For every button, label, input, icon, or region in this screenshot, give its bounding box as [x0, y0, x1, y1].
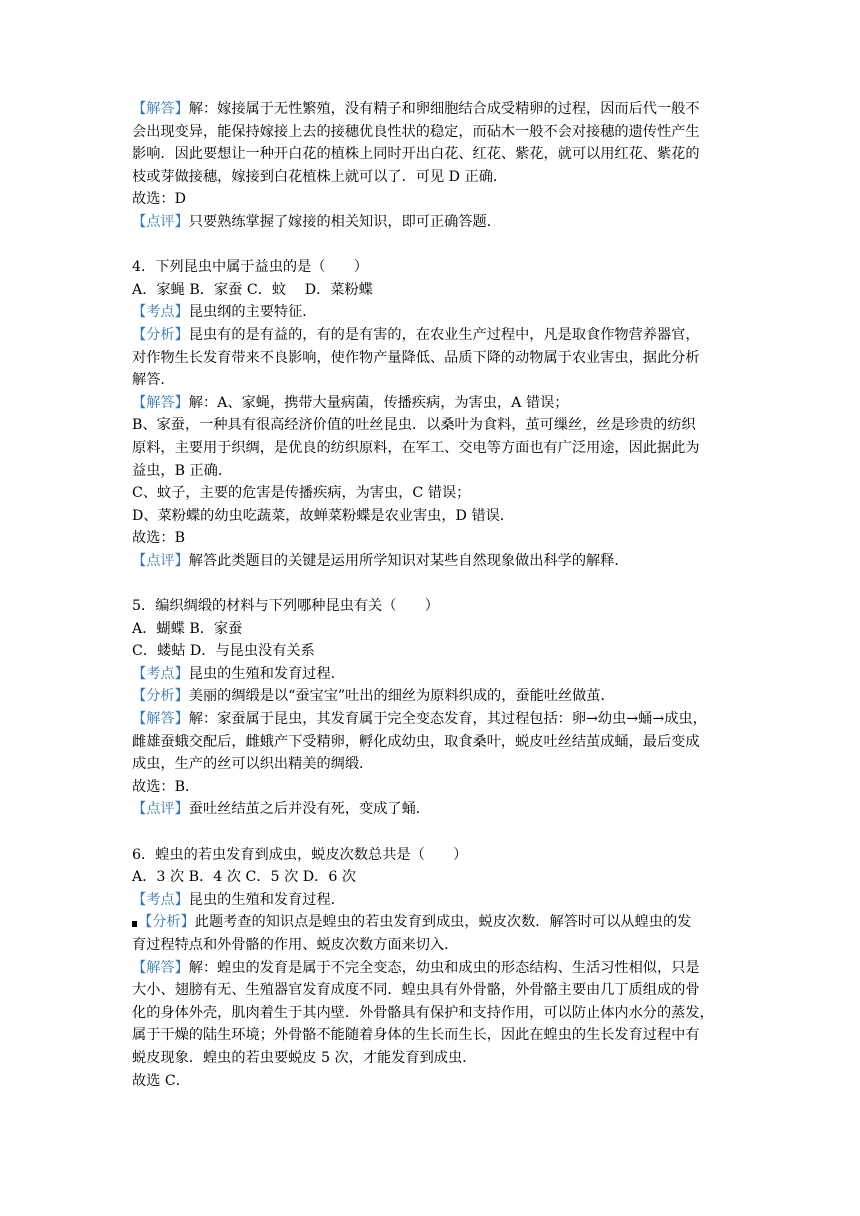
q5-choice: 故选：B． [132, 778, 200, 795]
q4-point: 【考点】昆虫纲的主要特征． [132, 304, 317, 321]
analysis-tag: 【分析】 [132, 326, 189, 343]
q6-answer-line: 大小、翅膀有无、生殖器官发育成度不同．蝗虫具有外骨骼，外骨骼主要由几丁质组成的骨 [132, 982, 700, 999]
analysis-tag: 【分析】 [138, 914, 195, 931]
q6-answer-line: 蜕皮现象．蝗虫的若虫要蜕皮 5 次，才能发育到成虫． [132, 1049, 477, 1066]
point-tag: 【考点】 [132, 891, 189, 908]
q5-options: C．蝼蛄 D．与昆虫没有关系 [132, 643, 315, 660]
q6-question: 6．蝗虫的若虫发育到成虫，蜕皮次数总共是（ ） [132, 846, 468, 863]
q4-choice: 故选：B [132, 530, 185, 547]
q5-answer-line: 雌雄蚕蛾交配后，雌蛾产下受精卵，孵化成幼虫，取食桑叶，蜕皮吐丝结茧成蛹，最后变成 [132, 733, 700, 750]
q5-answer-line: 【解答】解：家蚕属于昆虫，其发育属于完全变态发育，其过程包括：卵→幼虫→蛹→成虫， [132, 711, 707, 728]
q4-review: 【点评】解答此类题目的关键是运用所学知识对某些自然现象做出科学的解释． [132, 552, 629, 569]
q3-answer-line: 枝或芽做接穗，嫁接到白花植株上就可以了．可见 D 正确． [132, 168, 508, 185]
anchor-mark-icon [132, 921, 137, 927]
q4-options: A．家蝇 B．家蚕 C．蚊 D．菜粉蝶 [132, 281, 373, 298]
q5-question: 5．编织绸缎的材料与下列哪种昆虫有关（ ） [132, 598, 439, 615]
q4-answer-line: 【解答】解：A、家蝇，携带大量病菌，传播疾病，为害虫，A 错误； [132, 394, 569, 411]
review-tag: 【点评】 [132, 801, 189, 818]
q6-analysis-line: 【分析】此题考查的知识点是蝗虫的若虫发育到成虫，蜕皮次数．解答时可以从蝗虫的发 [132, 911, 732, 934]
answer-tag: 【解答】 [132, 959, 189, 976]
q4-answer-line: 益虫，B 正确． [132, 462, 233, 479]
q6-answer-line: 属于干燥的陆生环境；外骨骼不能随着身体的生长而生长，因此在蝗虫的生长发育过程中有 [132, 1027, 700, 1044]
q5-point: 【考点】昆虫的生殖和发育过程． [132, 665, 345, 682]
q6-choice: 故选 C． [132, 1072, 190, 1089]
q4-analysis-line: 解答． [132, 372, 175, 389]
q4-answer-line: 原料，主要用于织绸，是优良的纺织原料，在军工、交电等方面也有广泛用途，因此据此为 [132, 439, 700, 456]
analysis-tag: 【分析】 [132, 688, 189, 705]
q3-answer-line: 影响．因此要想让一种开白花的植株上同时开出白花、红花、紫花，就可以用红花、紫花的 [132, 146, 700, 163]
q6-analysis-line: 育过程特点和外骨骼的作用、蜕皮次数方面来切入． [132, 936, 459, 953]
q4-answer-line: C、蚊子，主要的危害是传播疾病，为害虫，C 错误； [132, 485, 471, 502]
q5-analysis: 【分析】美丽的绸缎是以“蚕宝宝”吐出的细丝为原料织成的，蚕能吐丝做茧． [132, 688, 615, 705]
q4-analysis-line: 【分析】昆虫有的是有益的，有的是有害的，在农业生产过程中，凡是取食作物营养器官， [132, 326, 700, 343]
q4-question: 4．下列昆虫中属于益虫的是（ ） [132, 259, 369, 276]
q4-answer-line: B、家蚕，一种具有很高经济价值的吐丝昆虫．以桑叶为食料，茧可缫丝，丝是珍贵的纺织 [132, 417, 696, 434]
review-tag: 【点评】 [132, 213, 189, 230]
review-tag: 【点评】 [132, 552, 189, 569]
q6-options: A．3 次 B．4 次 C．5 次 D．6 次 [132, 869, 357, 886]
q6-point: 【考点】昆虫的生殖和发育过程． [132, 891, 345, 908]
q4-answer-line: D、菜粉蝶的幼虫吃蔬菜，故蝉菜粉蝶是农业害虫，D 错误． [132, 507, 514, 524]
q6-answer-line: 化的身体外壳，肌肉着生于其内壁．外骨骼具有保护和支持作用，可以防止体内水分的蒸发， [132, 1004, 714, 1021]
q5-answer-line: 成虫，生产的丝可以织出精美的绸缎． [132, 756, 374, 773]
document-page [132, 98, 732, 1092]
q5-options: A．蝴蝶 B．家蚕 [132, 620, 243, 637]
q3-answer-line: 会出现变异，能保持嫁接上去的接穗优良性状的稳定，而砧木一般不会对接穗的遗传性产生 [132, 123, 700, 140]
answer-tag: 【解答】 [132, 101, 189, 117]
point-tag: 【考点】 [132, 665, 189, 682]
point-tag: 【考点】 [132, 304, 189, 321]
q4-analysis-line: 对作物生长发育带来不良影响，使作物产量降低、品质下降的动物属于农业害虫，据此分析 [132, 349, 700, 366]
q3-review: 【点评】只要熟练掌握了嫁接的相关知识，即可正确答题． [132, 213, 501, 230]
answer-tag: 【解答】 [132, 711, 189, 728]
q3-answer-line: 【解答】解：嫁接属于无性繁殖，没有精子和卵细胞结合成受精卵的过程，因而后代一般不 [132, 101, 700, 117]
q3-choice: 故选：D [132, 191, 186, 208]
answer-tag: 【解答】 [132, 394, 189, 411]
q6-answer-line: 【解答】解：蝗虫的发育是属于不完全变态，幼虫和成虫的形态结构、生活习性相似，只是 [132, 959, 700, 976]
q5-review: 【点评】蚕吐丝结茧之后并没有死，变成了蛹． [132, 801, 430, 818]
